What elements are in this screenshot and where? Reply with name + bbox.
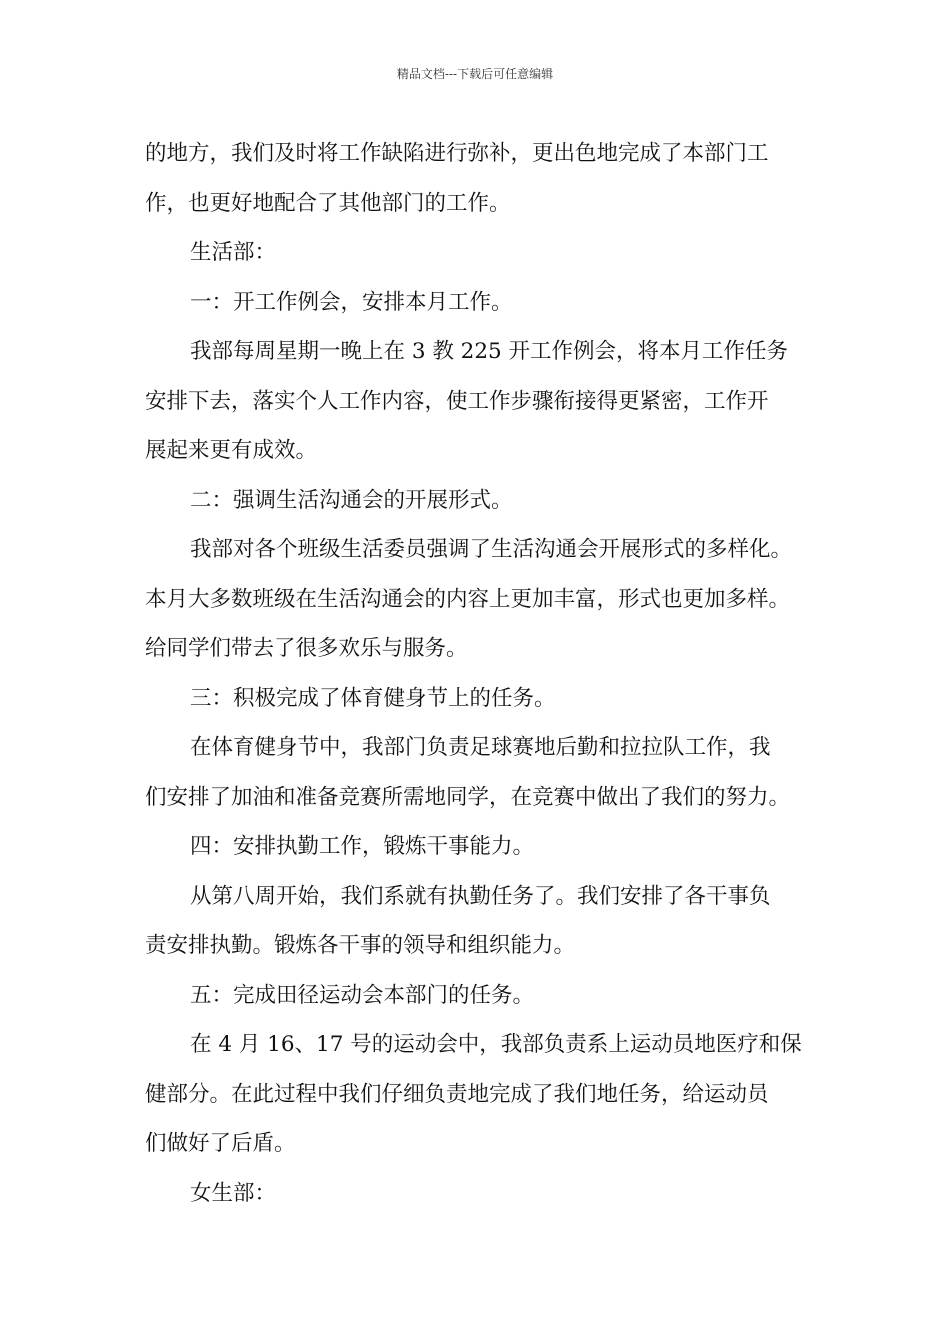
item-heading: 四：安排执勤工作，锻炼干事能力。	[190, 834, 535, 859]
item-heading: 一：开工作例会，安排本月工作。	[190, 289, 513, 315]
paragraph-line: 健部分。在此过程中我们仔细负责地完成了我们地任务，给运动员	[145, 1081, 769, 1107]
paragraph-line: 我部对各个班级生活委员强调了生活沟通会开展形式的多样化。	[190, 537, 793, 562]
item-heading: 二：强调生活沟通会的开展形式。	[190, 487, 513, 513]
section-heading: 生活部：	[190, 240, 277, 265]
paragraph-line: 从第八周开始，我们系就有执勤任务了。我们安排了各干事负	[190, 883, 771, 909]
document-body	[145, 129, 810, 1218]
paragraph-line: 在体育健身节中，我部门负责足球赛地后勤和拉拉队工作，我	[190, 735, 771, 760]
section-heading: 女生部：	[190, 1180, 277, 1206]
paragraph-line: 本月大多数班级在生活沟通会的内容上更加丰富，形式也更加多样。	[145, 586, 791, 612]
paragraph-line: 们做好了后盾。	[145, 1131, 296, 1156]
paragraph-line: 我部每周星期一晚上在 3 教 225 开工作例会，将本月工作任务	[190, 339, 789, 364]
paragraph-line: 安排下去，落实个人工作内容，使工作步骤衔接得更紧密，工作开	[145, 388, 769, 414]
item-heading: 三：积极完成了体育健身节上的任务。	[190, 685, 556, 711]
page-header: 精品文档---下载后可任意编辑	[396, 67, 554, 81]
paragraph-line: 作，也更好地配合了其他部门的工作。	[145, 190, 511, 216]
paragraph-line: 责安排执勤。锻炼各干事的领导和组织能力。	[145, 933, 576, 958]
paragraph-line: 的地方，我们及时将工作缺陷进行弥补，更出色地完成了本部门工	[145, 141, 769, 166]
paragraph-line: 给同学们带去了很多欢乐与服务。	[145, 636, 468, 661]
item-heading: 五：完成田径运动会本部门的任务。	[190, 982, 535, 1008]
paragraph-line: 展起来更有成效。	[145, 438, 318, 463]
paragraph-line: 们安排了加油和准备竞赛所需地同学，在竞赛中做出了我们的努力。	[145, 784, 791, 810]
paragraph-line: 在 4 月 16、17 号的运动会中，我部负责系上运动员地医疗和保	[190, 1032, 802, 1057]
